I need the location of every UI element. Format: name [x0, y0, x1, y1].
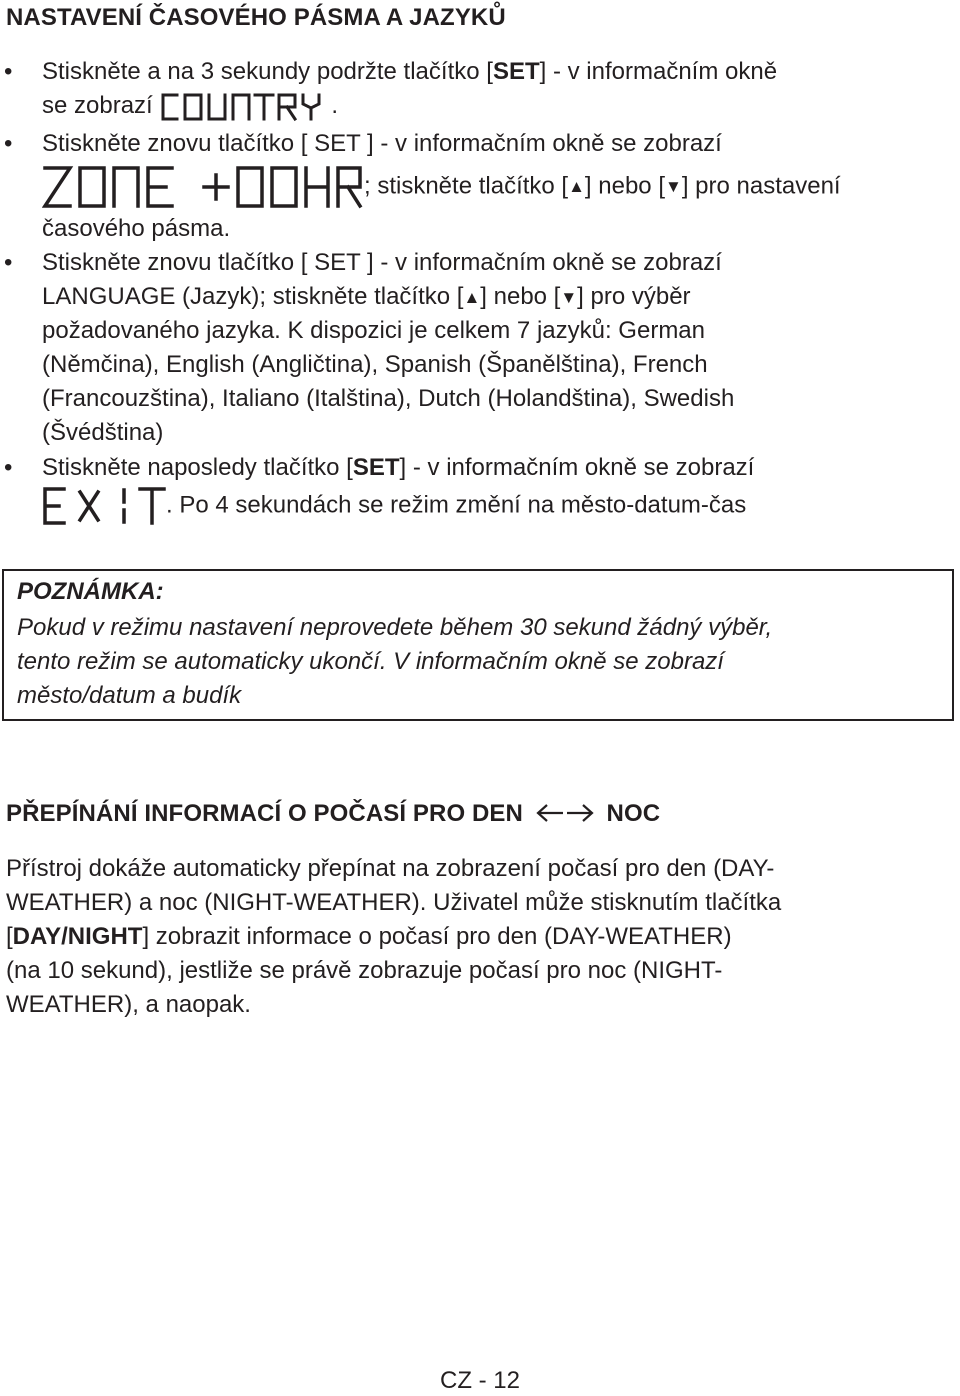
set-key-label: SET [352, 454, 400, 481]
para-line-2: WEATHER) a noc (NIGHT-WEATHER). Uživatel může stisknutím tlačítka [6, 889, 782, 916]
item2-line3: časového pásma. [42, 215, 231, 242]
item4-line1: Stiskněte naposledy tlačítko [SET] - v informačním okně se zobrazí [42, 454, 755, 481]
item4-line2: . Po 4 sekundách se režim změní na město-datum-čas [42, 486, 746, 526]
bullet-marker: • [4, 454, 13, 481]
note-line-2: tento režim se automaticky ukončí. V informačním okně se zobrazí [17, 648, 724, 675]
down-arrow-icon: ▼ [664, 177, 682, 197]
para-line-3: [DAY/NIGHT] zobrazit informace o počasí pro den (DAY-WEATHER) [6, 923, 732, 950]
note-title: POZNÁMKA: [17, 578, 164, 605]
item3-line4: (Němčina), English (Angličtina), Spanish (Španělština), French [42, 351, 708, 378]
bullet-marker: • [4, 249, 13, 276]
down-arrow-icon: ▼ [560, 288, 578, 307]
item2-line2: ; stiskněte tlačítko [▲] nebo [▼] pro nastavení [42, 164, 841, 210]
item1-line2: se zobrazí . [42, 89, 338, 123]
item3-line1: Stiskněte znovu tlačítko [ SET ] - v informačním okně se zobrazí [42, 249, 722, 276]
bullet-marker: • [4, 58, 13, 85]
set-key-label: SET [492, 58, 540, 85]
note-line-3: město/datum a budík [17, 682, 242, 709]
para-line-5: WEATHER), a naopak. [6, 991, 251, 1018]
para-line-4: (na 10 sekund), jestliže se právě zobrazuje počasí pro noc (NIGHT- [6, 957, 723, 984]
lcd-zone-display [42, 164, 364, 210]
lcd-exit-display [42, 486, 166, 526]
note-line-1: Pokud v režimu nastavení neprovedete během 30 sekund žádný výběr, [17, 614, 773, 641]
item2-line1: Stiskněte znovu tlačítko [ SET ] - v informačním okně se zobrazí [42, 130, 722, 157]
item3-line5: (Francouzština), Italiano (Italština), Dutch (Holandština), Swedish [42, 385, 735, 412]
section-title-weather-switch: PŘEPÍNÁNÍ INFORMACÍ O POČASÍ PRO DEN NOC [6, 800, 661, 827]
item3-line3: požadovaného jazyka. K dispozici je celkem 7 jazyků: German [42, 317, 705, 344]
item1-line1: Stiskněte a na 3 sekundy podržte tlačítko [SET] - v informačním okně [42, 58, 778, 85]
item3-line6: (Švédština) [42, 419, 164, 446]
day-night-key-label: DAY/NIGHT [12, 923, 143, 950]
left-right-arrow-icon [536, 802, 594, 824]
bullet-marker: • [4, 130, 13, 157]
lcd-country-display [159, 92, 331, 122]
para-line-1: Přístroj dokáže automaticky přepínat na zobrazení počasí pro den (DAY- [6, 855, 775, 882]
section-title-timezone-language: NASTAVENÍ ČASOVÉHO PÁSMA A JAZYKŮ [6, 4, 506, 31]
item3-line2: LANGUAGE (Jazyk); stiskněte tlačítko [▲] nebo [▼] pro výběr [42, 280, 691, 316]
up-arrow-icon: ▲ [463, 288, 481, 307]
up-arrow-icon: ▲ [568, 177, 585, 197]
page-number: CZ - 12 [439, 1367, 520, 1394]
